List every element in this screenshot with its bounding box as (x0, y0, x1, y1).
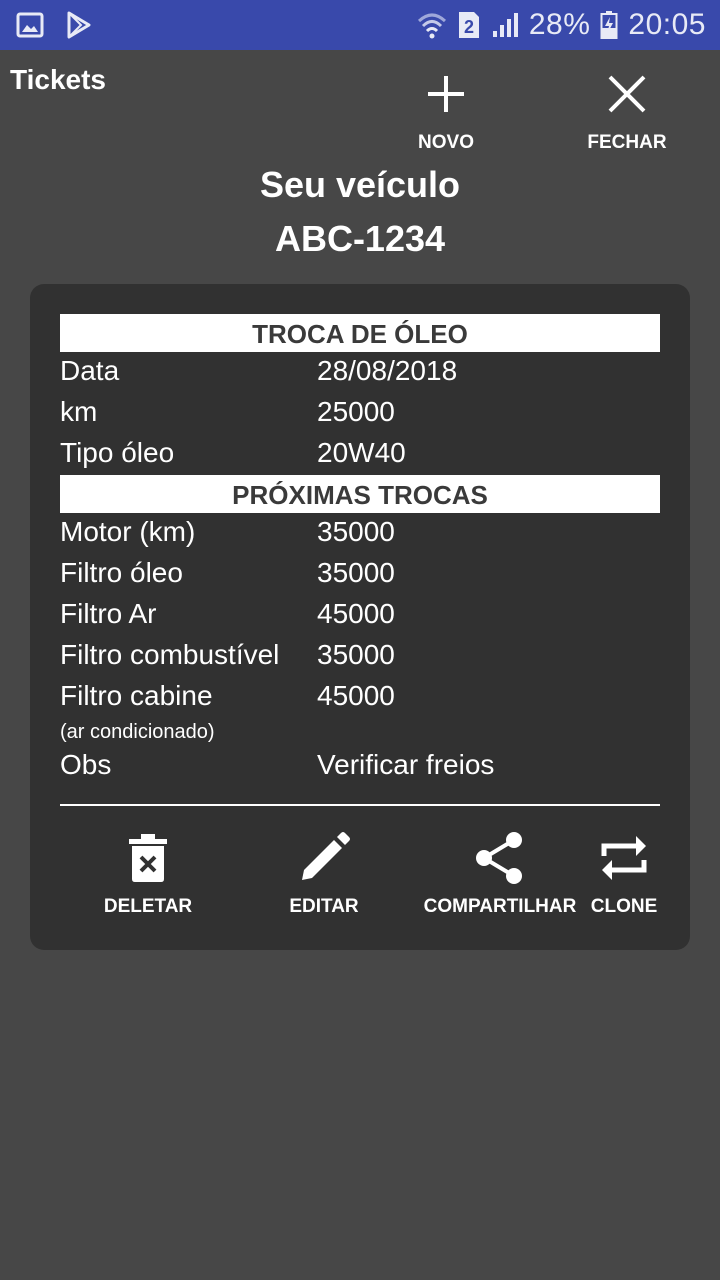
vehicle-heading: Seu veículo (259, 164, 461, 205)
detail-value: 28/08/2018 (317, 355, 458, 386)
close-icon (572, 66, 682, 122)
detail-label: Motor (km) (60, 516, 196, 547)
detail-label: Filtro Ar (60, 598, 157, 629)
battery-percent: 28% (528, 8, 591, 41)
detail-label: Obs (60, 749, 112, 780)
new-button-label: NOVO (418, 132, 474, 153)
status-bar (0, 0, 720, 50)
sim-2-icon (457, 10, 481, 40)
play-store-icon (66, 11, 92, 39)
detail-row-engine (60, 516, 660, 556)
divider (60, 804, 660, 806)
pencil-icon (264, 830, 384, 886)
detail-value: 35000 (317, 639, 395, 670)
detail-value: 45000 (317, 680, 395, 711)
repeat-icon (584, 830, 664, 886)
next-changes-section-title: PRÓXIMAS TROCAS (60, 475, 660, 513)
cabin-filter-note: (ar condicionado) (60, 721, 215, 743)
detail-label: Data (60, 355, 120, 386)
detail-label: km (60, 396, 98, 427)
detail-row-oil-type (60, 437, 660, 477)
detail-value: 20W40 (317, 437, 406, 468)
detail-row-date (60, 355, 660, 395)
detail-value: 45000 (317, 598, 395, 629)
oil-change-section-title: TROCA DE ÓLEO (60, 314, 660, 352)
detail-row-oil-filter (60, 557, 660, 597)
app-title: Tickets (10, 64, 106, 95)
detail-label: Filtro cabine (60, 680, 213, 711)
delete-button[interactable] (88, 830, 208, 918)
share-button[interactable] (420, 830, 580, 918)
clone-button[interactable] (584, 830, 664, 918)
clone-button-label: CLONE (590, 896, 658, 917)
new-button[interactable] (391, 66, 501, 154)
signal-icon (491, 11, 519, 39)
close-button-label: FECHAR (587, 132, 667, 153)
detail-value: 35000 (317, 557, 395, 588)
detail-row-obs (60, 749, 660, 789)
detail-label: Filtro óleo (60, 557, 183, 588)
battery-charging-icon (600, 10, 618, 40)
vehicle-plate: ABC-1234 (274, 218, 446, 259)
share-button-label: COMPARTILHAR (423, 896, 577, 917)
delete-button-label: DELETAR (103, 896, 193, 917)
edit-button[interactable] (264, 830, 384, 918)
detail-label: Tipo óleo (60, 437, 175, 468)
wifi-icon (417, 11, 447, 39)
share-icon (420, 830, 580, 886)
detail-row-cabin-filter (60, 680, 660, 720)
detail-row-km (60, 396, 660, 436)
detail-value: 35000 (317, 516, 395, 547)
ticket-card (30, 284, 690, 950)
trash-icon (88, 830, 208, 886)
detail-row-fuel-filter (60, 639, 660, 679)
edit-button-label: EDITAR (289, 896, 359, 917)
plus-icon (391, 66, 501, 122)
close-button[interactable] (572, 66, 682, 154)
clock: 20:05 (628, 8, 706, 41)
detail-value: 25000 (317, 396, 395, 427)
gallery-icon (16, 11, 44, 39)
detail-row-air-filter (60, 598, 660, 638)
detail-value: Verificar freios (317, 749, 495, 780)
detail-label: Filtro combustível (60, 639, 280, 670)
svg-text:2: 2 (463, 17, 474, 37)
